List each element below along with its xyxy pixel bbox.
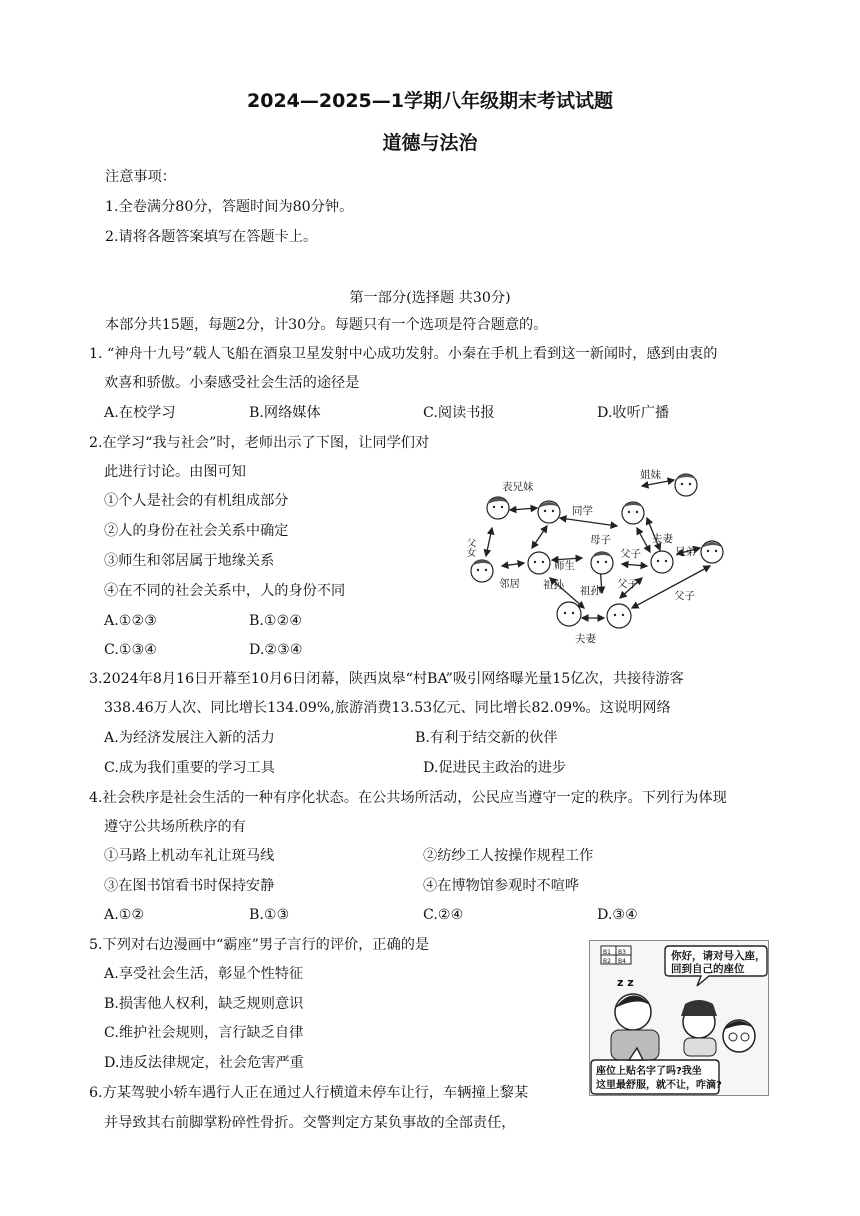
- diagram-label: 祖孙: [543, 579, 564, 591]
- q4-stem-line1: 4.社会秩序是社会生活的一种有序化状态。在公共场所活动，公民应当遵守一定的秩序。下列行为体现: [89, 790, 727, 806]
- q4-option-a: A.①②: [104, 907, 145, 923]
- q2-stem-line2: 此进行讨论。由图可知: [104, 464, 246, 480]
- snore-text: z z: [617, 976, 634, 989]
- notes-item-2: 2.请将各题答案填写在答题卡上。: [105, 229, 318, 245]
- diagram-label: 夫妻: [652, 533, 673, 545]
- diagram-label: 父子: [617, 578, 638, 590]
- diagram-label: 姐妹: [640, 469, 661, 481]
- q1-stem-line2: 欢喜和骄傲。小秦感受社会生活的途径是: [104, 375, 360, 391]
- part1-title: 第一部分(选择题 共30分): [349, 290, 511, 306]
- q6-stem-line1: 6.方某驾驶小轿车遇行人正在通过人行横道未停车让行，车辆撞上黎某: [89, 1085, 529, 1101]
- diagram-label: 同学: [572, 505, 593, 517]
- seat-label: B2: [603, 958, 611, 965]
- q4-statement-3: ③在图书馆看书时保持安静: [104, 878, 275, 894]
- speech-bubble-line: 这里最舒服，就不让，咋滴?: [596, 1080, 722, 1091]
- q2-statement-2: ②人的身份在社会关系中确定: [104, 523, 289, 539]
- q2-stem-line1: 2.在学习“我与社会”时，老师出示了下图，让同学们对: [89, 435, 430, 451]
- diagram-label: 祖孙: [580, 585, 601, 597]
- q1-option-d: D.收听广播: [597, 405, 670, 421]
- q2-option-d: D.②③④: [249, 642, 303, 658]
- q5-option-c: C.维护社会规则，言行缺乏自律: [104, 1025, 304, 1041]
- q6-stem-line2: 并导致其右前脚掌粉碎性骨折。交警判定方某负事故的全部责任，: [104, 1115, 516, 1131]
- diagram-label: 夫妻: [575, 633, 596, 644]
- subject-title: 道德与法治: [382, 132, 478, 154]
- q4-option-c: C.②④: [423, 907, 464, 923]
- q3-stem-line2: 338.46万人次、同比增长134.09%,旅游消费13.53亿元、同比增长82.09%。这说明网络: [104, 700, 671, 716]
- q2-option-c: C.①③④: [104, 642, 158, 658]
- diagram-label: 师生: [554, 560, 575, 572]
- q2-option-a: A.①②③: [104, 613, 157, 629]
- seat-label: B4: [618, 958, 626, 965]
- part1-intro: 本部分共15题，每题2分，计30分。每题只有一个选项是符合题意的。: [105, 317, 548, 333]
- q2-statement-4: ④在不同的社会关系中，人的身份不同: [104, 583, 346, 599]
- speech-bubble-line: 座位上贴名字了吗?我坐: [596, 1066, 702, 1077]
- diagram-label: 表兄妹: [502, 481, 534, 493]
- q2-statement-3: ③师生和邻居属于地缘关系: [104, 553, 275, 569]
- notes-heading: 注意事项：: [105, 169, 176, 185]
- seat-hogging-cartoon: [589, 940, 769, 1096]
- q5-option-d: D.违反法律规定，社会危害严重: [104, 1055, 304, 1071]
- q1-stem-line1: 1. “神舟十九号”载人飞船在酒泉卫星发射中心成功发射。小秦在手机上看到这一新闻时，感到由衷的: [89, 346, 718, 362]
- diagram-label: 母子: [590, 534, 611, 546]
- seat-label: B3: [618, 949, 626, 956]
- q1-option-c: C.阅读书报: [423, 405, 495, 421]
- diagram-label: 兄弟: [675, 546, 696, 558]
- diagram-label: 父子: [674, 590, 695, 602]
- q1-option-b: B.网络媒体: [249, 405, 321, 421]
- social-relations-diagram: [462, 468, 737, 644]
- seat-label: B1: [603, 949, 611, 956]
- q5-stem: 5.下列对右边漫画中“霸座”男子言行的评价，正确的是: [89, 937, 430, 953]
- q3-option-c: C.成为我们重要的学习工具: [104, 760, 275, 776]
- diagram-label: 父子: [620, 548, 641, 560]
- q3-option-d: D.促进民主政治的进步: [423, 760, 567, 776]
- q3-stem-line1: 3.2024年8月16日开幕至10月6日闭幕，陕西岚皋“村BA”吸引网络曝光量15亿次，共接待游客: [89, 671, 684, 687]
- q4-option-b: B.①③: [249, 907, 290, 923]
- notes-item-1: 1.全卷满分80分，答题时间为80分钟。: [105, 199, 354, 215]
- q5-option-a: A.享受社会生活，彰显个性特征: [104, 966, 304, 982]
- diagram-label: 父女: [464, 538, 476, 557]
- q3-option-a: A.为经济发展注入新的活力: [104, 730, 275, 746]
- q3-option-b: B.有利于结交新的伙伴: [415, 730, 558, 746]
- q4-stem-line2: 遵守公共场所秩序的有: [104, 819, 246, 835]
- q4-statement-4: ④在博物馆参观时不喧哗: [423, 878, 580, 894]
- q2-option-b: B.①②④: [249, 613, 303, 629]
- q4-statement-1: ①马路上机动车礼让斑马线: [104, 848, 275, 864]
- diagram-label: 邻居: [499, 578, 520, 590]
- q4-statement-2: ②纺纱工人按操作规程工作: [423, 848, 594, 864]
- q4-option-d: D.③④: [597, 907, 638, 923]
- speech-bubble-line: 回到自己的座位: [671, 963, 745, 975]
- speech-bubble-line: 你好，请对号入座，: [671, 950, 766, 962]
- q5-option-b: B.损害他人权利，缺乏规则意识: [104, 996, 304, 1012]
- exam-title: 2024—2025—1学期八年级期末考试试题: [247, 90, 613, 112]
- q1-option-a: A.在校学习: [104, 405, 176, 421]
- q2-statement-1: ①个人是社会的有机组成部分: [104, 493, 289, 509]
